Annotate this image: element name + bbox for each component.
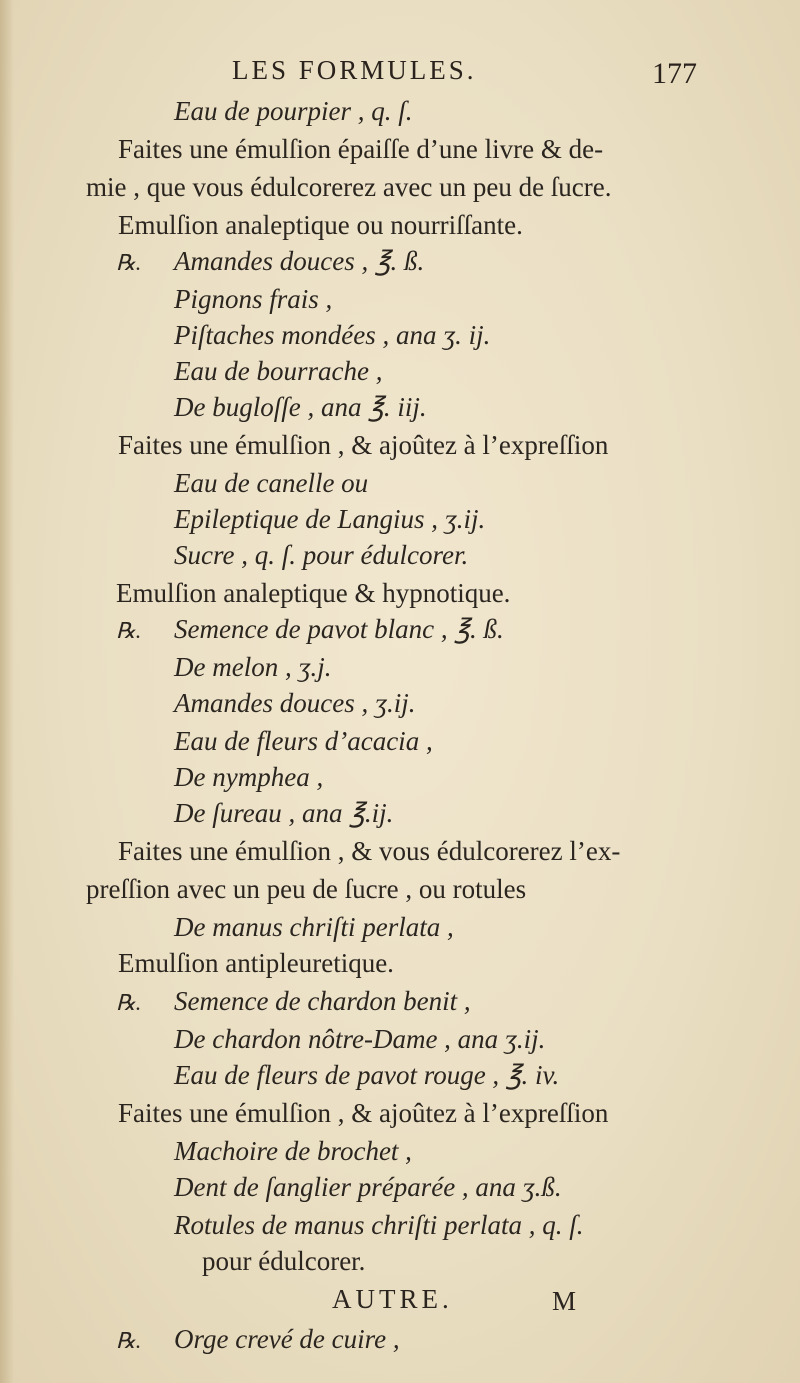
text-line: De melon , ʒ.j.: [174, 652, 332, 682]
running-head-title: LES FORMULES.: [232, 55, 477, 85]
recipe-symbol: ℞.: [116, 618, 142, 643]
text-line: Eau de fleurs d’acacia ,: [174, 726, 433, 756]
text-line: mie , que vous édulcorerez avec un peu de ſucre.: [86, 172, 612, 202]
text-line: Piſtaches mondées , ana ʒ. ij.: [174, 320, 491, 350]
text-line: De manus chriſti perlata ,: [174, 912, 454, 942]
text-line: Amandes douces , ʒ.ij.: [174, 688, 416, 718]
text-line: Faites une émulſion , & vous édulcorerez l’ex-: [118, 836, 621, 866]
catchword: M: [552, 1286, 577, 1316]
text-line: pour édulcorer.: [202, 1246, 366, 1276]
text-line: De bugloſſe , ana ℥. iij.: [174, 392, 427, 422]
text-line: Pignons frais ,: [174, 284, 333, 314]
text-line: Dent de ſanglier préparée , ana ʒ.ß.: [174, 1172, 562, 1202]
text-line: Sucre , q. ſ. pour édulcorer.: [174, 540, 469, 570]
prescription-line: [116, 984, 471, 1020]
text-line: Eau de pourpier , q. ſ.: [174, 96, 413, 126]
prescription-line: [116, 1322, 400, 1358]
section-heading: AUTRE.: [332, 1284, 453, 1314]
recipe-symbol: ℞.: [116, 990, 142, 1015]
text-line: Faites une émulſion épaiſſe d’une livre & de-: [118, 134, 604, 164]
text-line: De ſureau , ana ℥.ij.: [174, 798, 394, 828]
text-line: Amandes douces , ℥. ß.: [174, 246, 425, 276]
text-line: Eau de bourrache ,: [174, 356, 383, 386]
prescription-line: [116, 612, 504, 648]
text-line: Emulſion analeptique & hypnotique.: [116, 578, 511, 608]
text-line: Epileptique de Langius , ʒ.ij.: [174, 504, 486, 534]
text-line: Semence de pavot blanc , ℥. ß.: [174, 614, 504, 644]
text-line: Emulſion antipleuretique.: [118, 948, 394, 978]
text-line: De chardon nôtre-Dame , ana ʒ.ij.: [174, 1024, 546, 1054]
text-line: Orge crevé de cuire ,: [174, 1324, 400, 1354]
text-line: Emulſion analeptique ou nourriſſante.: [118, 210, 523, 240]
prescription-line: [116, 244, 424, 280]
text-line: Faites une émulſion , & ajoûtez à l’expreſſion: [118, 1098, 609, 1128]
text-line: Semence de chardon benit ,: [174, 986, 471, 1016]
text-line: Rotules de manus chriſti perlata , q. ſ.: [174, 1210, 584, 1240]
text-line: Machoire de brochet ,: [174, 1136, 412, 1166]
text-line: Faites une émulſion , & ajoûtez à l’expreſſion: [118, 430, 609, 460]
text-line: Eau de fleurs de pavot rouge , ℥. iv.: [174, 1060, 560, 1090]
running-head: [0, 55, 800, 95]
page-edge-shadow: [0, 0, 14, 1383]
recipe-symbol: ℞.: [116, 250, 142, 275]
recipe-symbol: ℞.: [116, 1328, 142, 1353]
text-line: Eau de canelle ou: [174, 468, 369, 498]
text-line: De nymphea ,: [174, 762, 324, 792]
page-number: 177: [652, 57, 697, 90]
text-line: preſſion avec un peu de ſucre , ou rotules: [86, 874, 527, 904]
